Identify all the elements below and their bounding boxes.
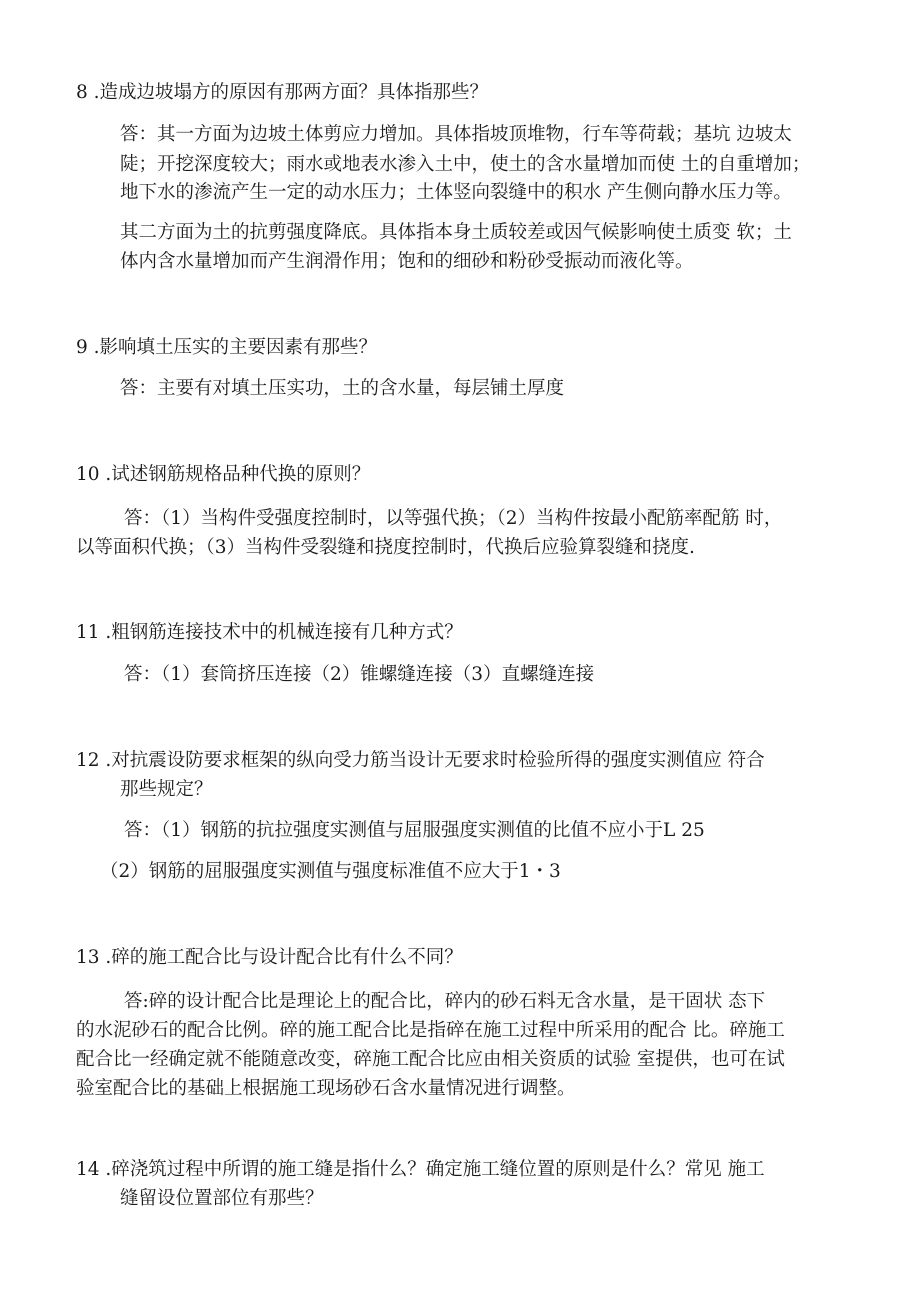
question-11-answer-line-1: 答：（1）套筒挤压连接（2）锥螺缝连接（3）直螺缝连接 xyxy=(124,664,595,685)
question-12-answer-line-1: 答：（1）钢筋的抗拉强度实测值与屈服强度实测值的比值不应小于L 25 xyxy=(124,820,705,841)
question-13-answer-line-2: 的水泥砂石的配合比例。碎的施工配合比是指碎在施工过程中所采用的配合 比。碎施工 xyxy=(76,1020,785,1041)
question-13-title: 13 .碎的施工配合比与设计配合比有什么不同？ xyxy=(76,947,463,968)
question-10-answer-line-2: 以等面积代换；（3）当构件受裂缝和挠度控制时，代换后应验算裂缝和挠度. xyxy=(76,537,695,558)
question-8-answer-line-3: 地下水的渗流产生一定的动水压力；土体竖向裂缝中的积水 产生侧向静水压力等。 xyxy=(120,182,792,203)
question-8-answer2-line-1: 其二方面为土的抗剪强度降底。具体指本身土质较差或因气候影响使土质变 软；土 xyxy=(120,222,792,243)
question-9-answer-line-1: 答：主要有对填土压实功，土的含水量，每层铺土厚度 xyxy=(120,378,565,399)
question-13-answer-line-3: 配合比一经确定就不能随意改变，碎施工配合比应由相关资质的试验 室提供，也可在试 xyxy=(76,1049,785,1070)
question-11-title: 11 .粗钢筋连接技术中的机械连接有几种方式？ xyxy=(76,622,463,643)
question-10-title: 10 .试述钢筋规格品种代换的原则？ xyxy=(76,464,371,485)
question-13-answer-line-4: 验室配合比的基础上根据施工现场砂石含水量情况进行调整。 xyxy=(76,1078,576,1099)
question-13-answer-line-1: 答:碎的设计配合比是理论上的配合比，碎内的砂石料无含水量，是干固状 态下 xyxy=(124,991,766,1012)
question-9-title: 9 .影响填土压实的主要因素有那些？ xyxy=(76,337,378,358)
question-12-title-line-1: 12 .对抗震设防要求框架的纵向受力筋当设计无要求时检验所得的强度实测值应 符合 xyxy=(76,750,765,771)
question-8-title: 8 .造成边坡塌方的原因有那两方面？具体指那些？ xyxy=(76,82,489,103)
question-8-answer-line-2: 陡；开挖深度较大；雨水或地表水渗入土中，使土的含水量增加而使 土的自重增加； xyxy=(120,154,811,175)
question-8-answer-line-1: 答：其一方面为边坡土体剪应力增加。具体指坡顶堆物，行车等荷载；基坑 边坡太 xyxy=(120,124,792,145)
question-10-answer-line-1: 答：（1）当构件受强度控制时，以等强代换；（2）当构件按最小配筋率配筋 时， xyxy=(124,508,783,529)
question-8-answer2-line-2: 体内含水量增加而产生润滑作用；饱和的细砂和粉砂受振动而液化等。 xyxy=(120,251,694,272)
question-14-title-line-2: 缝留设位置部位有那些？ xyxy=(120,1188,324,1209)
question-14-title-line-1: 14 .碎浇筑过程中所谓的施工缝是指什么？确定施工缝位置的原则是什么？常见 施工 xyxy=(76,1159,765,1180)
question-12-answer-line-2: （2）钢筋的屈服强度实测值与强度标准值不应大于1・3 xyxy=(100,861,561,882)
question-12-title-line-2: 那些规定？ xyxy=(120,779,213,800)
